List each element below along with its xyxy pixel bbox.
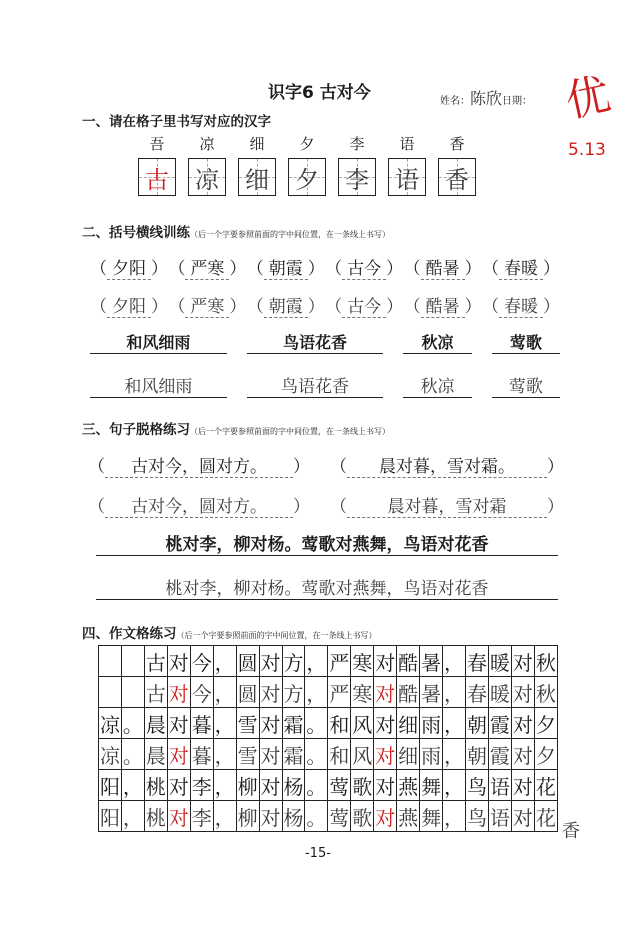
pair-text: 朝霞: [264, 254, 308, 280]
grade-mark: 优: [561, 68, 615, 128]
printed-char: 夕: [299, 135, 315, 153]
name-label: 姓名：陈欣日期：: [440, 89, 533, 108]
essay-cell: 细: [397, 708, 420, 739]
essay-cell: 对: [259, 646, 282, 677]
essay-cell: 柳: [236, 801, 259, 832]
essay-cell: 细: [397, 739, 420, 770]
line-word: 秋凉: [403, 372, 471, 398]
essay-cell: 舞: [420, 801, 443, 832]
essay-cell: 莺: [328, 770, 351, 801]
essay-cell: 暖: [488, 677, 511, 708]
pair-text: 酷暑: [421, 254, 465, 280]
essay-cell: 圆: [236, 646, 259, 677]
essay-cell: 春: [466, 646, 489, 677]
essay-cell: 暑: [420, 677, 443, 708]
grid-cell: [288, 158, 326, 196]
written-char: 古: [145, 165, 169, 194]
essay-cell: 春: [466, 677, 489, 708]
essay-cell: ，: [443, 801, 466, 832]
essay-cell: 桃: [144, 770, 167, 801]
section2-line-words: [90, 330, 560, 354]
section3-printed-1: （ 古对今，圆对方。 ）: [88, 452, 310, 478]
essay-cell: 朝: [466, 708, 489, 739]
essay-cell: 雪: [236, 708, 259, 739]
printed-char: 香: [449, 135, 465, 153]
section3-heading: 三、句子脱格练习（后一个字要参照前面的字中间位置，在一条线上书写）: [82, 422, 390, 438]
pair-bracket: （ 古今 ）: [325, 292, 403, 318]
section2-line-written: [90, 372, 560, 398]
essay-cell: 莺: [328, 801, 351, 832]
pair-text: 严寒: [185, 254, 229, 280]
essay-cell: 对: [511, 677, 534, 708]
printed-char: 吾: [149, 135, 165, 153]
essay-cell: 雨: [420, 739, 443, 770]
essay-cell: ，: [213, 770, 236, 801]
essay-row: [99, 739, 558, 770]
line-word: 莺歌: [492, 330, 560, 354]
essay-cell: 。: [305, 770, 328, 801]
essay-cell: 。: [121, 708, 144, 739]
essay-cell: 燕: [397, 801, 420, 832]
essay-cell: 语: [488, 801, 511, 832]
written-char: 夕: [295, 165, 319, 194]
essay-cell: 霞: [488, 708, 511, 739]
section1-printed-chars: [138, 133, 488, 154]
pair-text: 古今: [342, 292, 386, 318]
essay-cell: 阳: [99, 770, 122, 801]
essay-cell: [121, 646, 144, 677]
printed-char: 李: [349, 135, 365, 153]
essay-cell: ，: [213, 708, 236, 739]
essay-cell: ，: [305, 677, 328, 708]
essay-cell: 秋: [534, 646, 557, 677]
essay-cell: 对: [374, 646, 397, 677]
essay-cell: 燕: [397, 770, 420, 801]
essay-cell: 对: [374, 708, 397, 739]
essay-cell: 。: [305, 739, 328, 770]
grid-cell: [438, 158, 476, 196]
essay-cell: 今: [190, 677, 213, 708]
essay-cell: 鸟: [466, 801, 489, 832]
essay-cell: 晨: [144, 739, 167, 770]
essay-cell: 对: [259, 677, 282, 708]
section1-writing-grid: [138, 158, 488, 196]
essay-cell: 对: [259, 801, 282, 832]
student-name: 陈欣: [470, 89, 503, 108]
essay-cell: 花: [534, 770, 557, 801]
essay-cell: 暑: [420, 646, 443, 677]
essay-cell: 方: [282, 677, 305, 708]
written-char: 细: [245, 165, 269, 194]
overflow-char: 香: [562, 821, 580, 842]
essay-cell: 鸟: [466, 770, 489, 801]
pair-bracket: （ 古今 ）: [325, 254, 403, 280]
essay-cell: 凉: [99, 739, 122, 770]
section3-written-line: 桃对李，柳对杨。莺歌对燕舞，鸟语对花香: [96, 574, 558, 600]
section2-printed-pairs: [90, 254, 560, 280]
essay-grid: [98, 645, 558, 832]
essay-cell: ，: [213, 739, 236, 770]
essay-cell: 对: [259, 708, 282, 739]
essay-cell: 今: [190, 646, 213, 677]
pair-text: 酷暑: [421, 292, 465, 318]
essay-cell: 对: [167, 770, 190, 801]
line-word: 和风细雨: [90, 372, 227, 398]
essay-cell: 严: [328, 677, 351, 708]
essay-row: [99, 770, 558, 801]
line-word: 秋凉: [403, 330, 471, 354]
essay-cell: ，: [121, 770, 144, 801]
essay-cell: 李: [190, 770, 213, 801]
essay-cell: 严: [328, 646, 351, 677]
written-char: 凉: [195, 165, 219, 194]
line-word: 和风细雨: [90, 330, 227, 354]
section3-written-2: （ 晨对暮，雪对霜 ）: [330, 492, 564, 518]
line-word: 莺歌: [492, 372, 560, 398]
pair-bracket: （ 夕阳 ）: [90, 254, 168, 280]
essay-cell: 寒: [351, 677, 374, 708]
essay-cell: 阳: [99, 801, 122, 832]
essay-cell: 方: [282, 646, 305, 677]
section3-printed-line: 桃对李，柳对杨。莺歌对燕舞，鸟语对花香: [96, 530, 558, 556]
essay-cell: 雨: [420, 708, 443, 739]
essay-cell: 对: [511, 801, 534, 832]
section3-written-1: （ 古对今，圆对方。 ）: [88, 492, 310, 518]
pair-bracket: （ 朝霞 ）: [247, 292, 325, 318]
essay-cell: 歌: [351, 801, 374, 832]
line-word: 鸟语花香: [247, 330, 384, 354]
essay-row: [99, 646, 558, 677]
essay-cell: ，: [443, 646, 466, 677]
pair-bracket: （ 春暖 ）: [482, 254, 560, 280]
essay-cell: 古: [144, 646, 167, 677]
section4-heading: 四、作文格练习（后一个字要参照前面的字中间位置，在一条线上书写）: [82, 626, 377, 642]
essay-cell: 圆: [236, 677, 259, 708]
essay-cell: 对: [167, 646, 190, 677]
pair-text: 夕阳: [107, 254, 151, 280]
essay-cell: 霜: [282, 739, 305, 770]
essay-cell: 对: [167, 708, 190, 739]
essay-cell: ，: [213, 677, 236, 708]
essay-cell: 秋: [534, 677, 557, 708]
essay-cell: 酷: [397, 677, 420, 708]
essay-cell: 对: [167, 677, 190, 708]
section3-printed-2: （ 晨对暮，雪对霜。 ）: [330, 452, 564, 478]
essay-cell: 。: [121, 739, 144, 770]
essay-cell: 对: [511, 770, 534, 801]
essay-cell: 夕: [534, 708, 557, 739]
essay-cell: ，: [305, 646, 328, 677]
pair-text: 朝霞: [264, 292, 308, 318]
essay-cell: 对: [511, 739, 534, 770]
essay-cell: 舞: [420, 770, 443, 801]
printed-char: 细: [249, 135, 265, 153]
written-char: 香: [445, 165, 469, 194]
essay-cell: ，: [443, 677, 466, 708]
essay-row: [99, 801, 558, 832]
essay-cell: 对: [374, 801, 397, 832]
pair-text: 夕阳: [107, 292, 151, 318]
essay-cell: 对: [259, 770, 282, 801]
grid-cell: [388, 158, 426, 196]
section1-heading: 一、请在格子里书写对应的汉字: [82, 114, 271, 130]
essay-cell: 对: [259, 739, 282, 770]
line-word: 鸟语花香: [247, 372, 384, 398]
essay-cell: 和: [328, 739, 351, 770]
essay-cell: 对: [167, 739, 190, 770]
essay-cell: 杨: [282, 770, 305, 801]
essay-cell: ，: [443, 739, 466, 770]
pair-text: 春暖: [499, 292, 543, 318]
section2-written-pairs: [90, 292, 560, 318]
essay-row: [99, 677, 558, 708]
pair-bracket: （ 夕阳 ）: [90, 292, 168, 318]
essay-cell: 霜: [282, 708, 305, 739]
pair-bracket: （ 酷暑 ）: [404, 254, 482, 280]
essay-cell: [121, 677, 144, 708]
page-number: -15-: [305, 846, 331, 861]
essay-cell: 对: [374, 677, 397, 708]
essay-cell: 雪: [236, 739, 259, 770]
essay-cell: 朝: [466, 739, 489, 770]
written-char: 语: [395, 165, 419, 194]
essay-cell: 柳: [236, 770, 259, 801]
pair-text: 春暖: [499, 254, 543, 280]
essay-cell: 语: [488, 770, 511, 801]
essay-cell: ，: [121, 801, 144, 832]
essay-cell: [99, 646, 122, 677]
essay-cell: 花: [534, 801, 557, 832]
essay-cell: ，: [213, 646, 236, 677]
essay-cell: 杨: [282, 801, 305, 832]
essay-cell: 暖: [488, 646, 511, 677]
essay-cell: [99, 677, 122, 708]
page-title: 识字6 古对今: [268, 83, 371, 103]
grid-cell: [338, 158, 376, 196]
essay-cell: 对: [511, 646, 534, 677]
essay-cell: 歌: [351, 770, 374, 801]
essay-cell: 。: [305, 801, 328, 832]
essay-cell: 古: [144, 677, 167, 708]
essay-cell: ，: [213, 801, 236, 832]
essay-cell: ，: [443, 708, 466, 739]
essay-cell: 暮: [190, 708, 213, 739]
essay-cell: 酷: [397, 646, 420, 677]
essay-cell: 对: [167, 801, 190, 832]
pair-bracket: （ 朝霞 ）: [247, 254, 325, 280]
essay-cell: 对: [374, 770, 397, 801]
essay-row: [99, 708, 558, 739]
pair-bracket: （ 春暖 ）: [482, 292, 560, 318]
essay-cell: 寒: [351, 646, 374, 677]
essay-cell: 桃: [144, 801, 167, 832]
grid-cell: [138, 158, 176, 196]
grid-cell: [238, 158, 276, 196]
essay-cell: 和: [328, 708, 351, 739]
essay-cell: 夕: [534, 739, 557, 770]
pair-text: 严寒: [185, 292, 229, 318]
essay-cell: 对: [374, 739, 397, 770]
printed-char: 凉: [199, 135, 215, 153]
grid-cell: [188, 158, 226, 196]
essay-cell: 风: [351, 739, 374, 770]
date-value: 5.13: [568, 140, 606, 160]
written-char: 李: [345, 165, 369, 194]
printed-char: 语: [399, 135, 415, 153]
essay-cell: 李: [190, 801, 213, 832]
pair-text: 古今: [342, 254, 386, 280]
section2-heading: 二、括号横线训练（后一个字要参照前面的字中间位置，在一条线上书写）: [82, 225, 390, 241]
essay-cell: 对: [511, 708, 534, 739]
pair-bracket: （ 严寒 ）: [168, 292, 246, 318]
essay-cell: 。: [305, 708, 328, 739]
pair-bracket: （ 严寒 ）: [168, 254, 246, 280]
essay-cell: 晨: [144, 708, 167, 739]
essay-cell: ，: [443, 770, 466, 801]
pair-bracket: （ 酷暑 ）: [404, 292, 482, 318]
essay-cell: 霞: [488, 739, 511, 770]
essay-cell: 风: [351, 708, 374, 739]
essay-cell: 凉: [99, 708, 122, 739]
essay-cell: 暮: [190, 739, 213, 770]
